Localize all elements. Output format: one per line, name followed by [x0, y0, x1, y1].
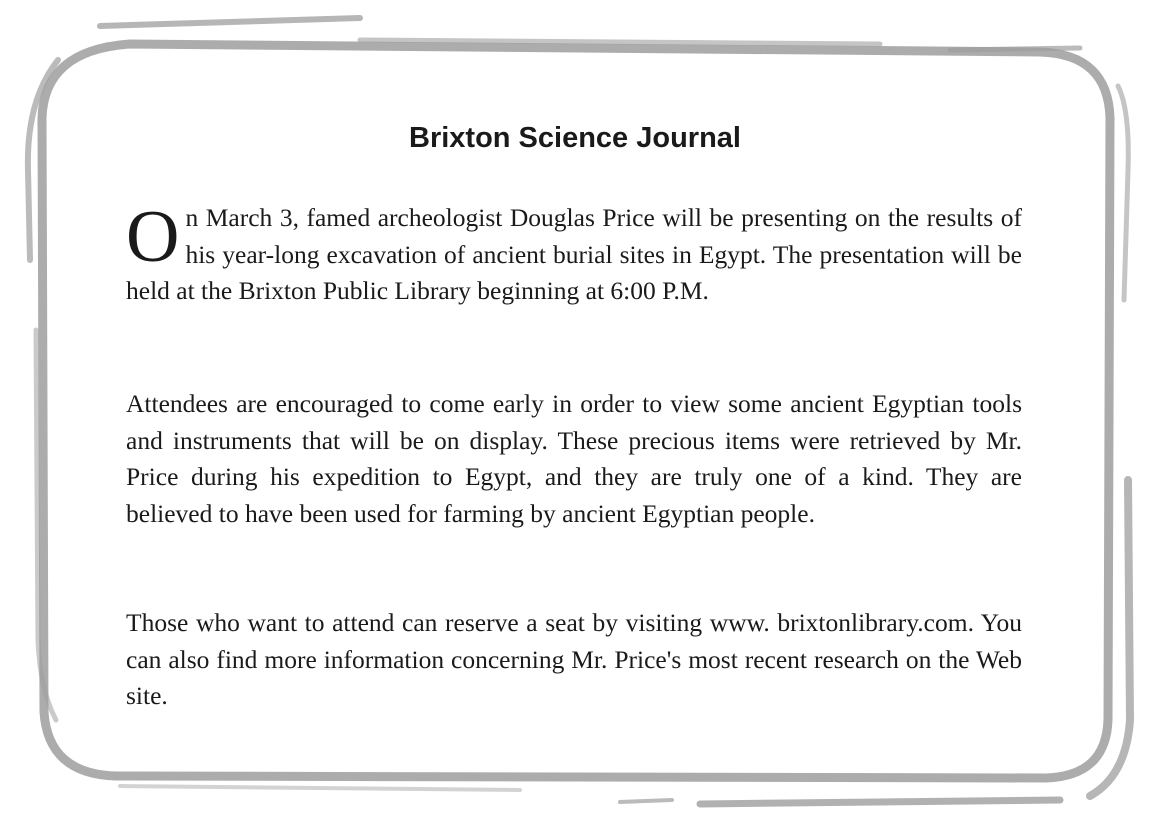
page-title: Brixton Science Journal — [409, 122, 741, 154]
paragraph-1 — [126, 196, 1022, 310]
paragraph-3: Those who want to attend can reserve a seat by visiting www. brixtonlibrary.com. You can also find more information concerning Mr. Price's most recent research on the Web site. — [126, 608, 1022, 710]
paragraph-2: Attendees are encouraged to come early in order to view some ancient Egyptian tools and instruments that will be on display. These precious items were retrieved by Mr. Price during his expedition to Egypt, and they are truly one of a kind. They are believed to have been used for farming by ancient Egyptian people. — [126, 389, 1022, 528]
drop-cap-letter: O — [126, 196, 180, 278]
paragraph-1-text: n March 3, famed archeologist Douglas Price will be presenting on the results of his year-long excavation of ancient burial sites in Egypt. The presentation will be held at the Brixton Public Library beginning at 6:00 P.M. — [126, 203, 1022, 305]
